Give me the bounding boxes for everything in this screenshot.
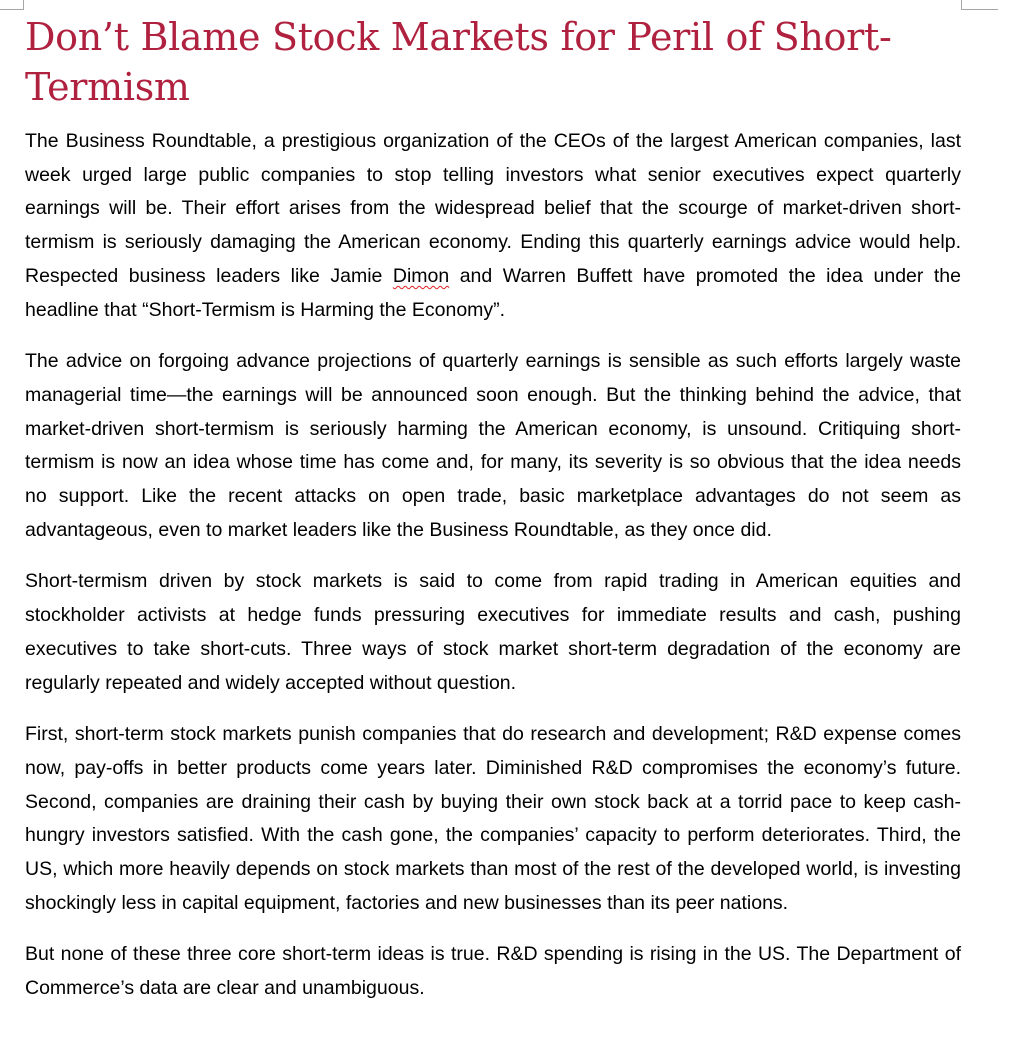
page-corner-marker-right	[961, 0, 998, 10]
paragraph-5[interactable]: But none of these three core short-term ideas is true. R&D spending is rising in the US. The Department of Commerce’s data are clear and unambiguous.	[25, 943, 961, 1000]
page-corner-marker-left	[0, 0, 24, 10]
paragraph-1-text-start: The Business Roundtable, a prestigious organization of the CEOs of the largest American companies, last week urged large public companies to stop telling investors what senior executives expect quarterly earnings will be. Their effort arises from the widespread belief that the scourge of market-driven short-termism is seriously damaging the American economy. Ending this quarterly earnings advice would help. Respected business leaders like Jamie	[25, 130, 961, 287]
paragraph-1-text-end: and Warren Buffett have promoted the idea under the headline that “Short-Termism is Harming the Economy”.	[25, 264, 961, 321]
spelling-error-word[interactable]: Dimon	[392, 264, 450, 287]
paragraph-2[interactable]: The advice on forgoing advance projections of quarterly earnings is sensible as such efforts largely waste managerial time—the earnings will be announced soon enough. But the thinking behind the advice, that market-driven short-termism is seriously harming the American economy, is unsound. Critiquing short-termism is now an idea whose time has come and, for many, its severity is so obvious that the idea needs no support. Like the recent attacks on open trade, basic marketplace advantages do not seem as advantageous, even to market leaders like the Business Roundtable, as they once did.	[25, 350, 961, 541]
document-page	[25, 12, 961, 1024]
document-title[interactable]: Don’t Blame Stock Markets for Peril of Short-Termism	[25, 15, 892, 109]
paragraph-3[interactable]: Short-termism driven by stock markets is said to come from rapid trading in American equities and stockholder activists at hedge funds pressuring executives for immediate results and cash, pushing executives to take short-cuts. Three ways of stock market short-term degradation of the economy are regularly repeated and widely accepted without question.	[25, 570, 961, 694]
paragraph-1[interactable]	[25, 125, 961, 327]
paragraph-4[interactable]: First, short-term stock markets punish companies that do research and development; R&D expense comes now, pay-offs in better products come years later. Diminished R&D compromises the economy’s future. Second, companies are draining their cash by buying their own stock back at a torrid pace to keep cash-hungry investors satisfied. With the cash gone, the companies’ capacity to perform deteriorates. Third, the US, which more heavily depends on stock markets than most of the rest of the developed world, is investing shockingly less in capital equipment, factories and new businesses than its peer nations.	[25, 723, 961, 914]
